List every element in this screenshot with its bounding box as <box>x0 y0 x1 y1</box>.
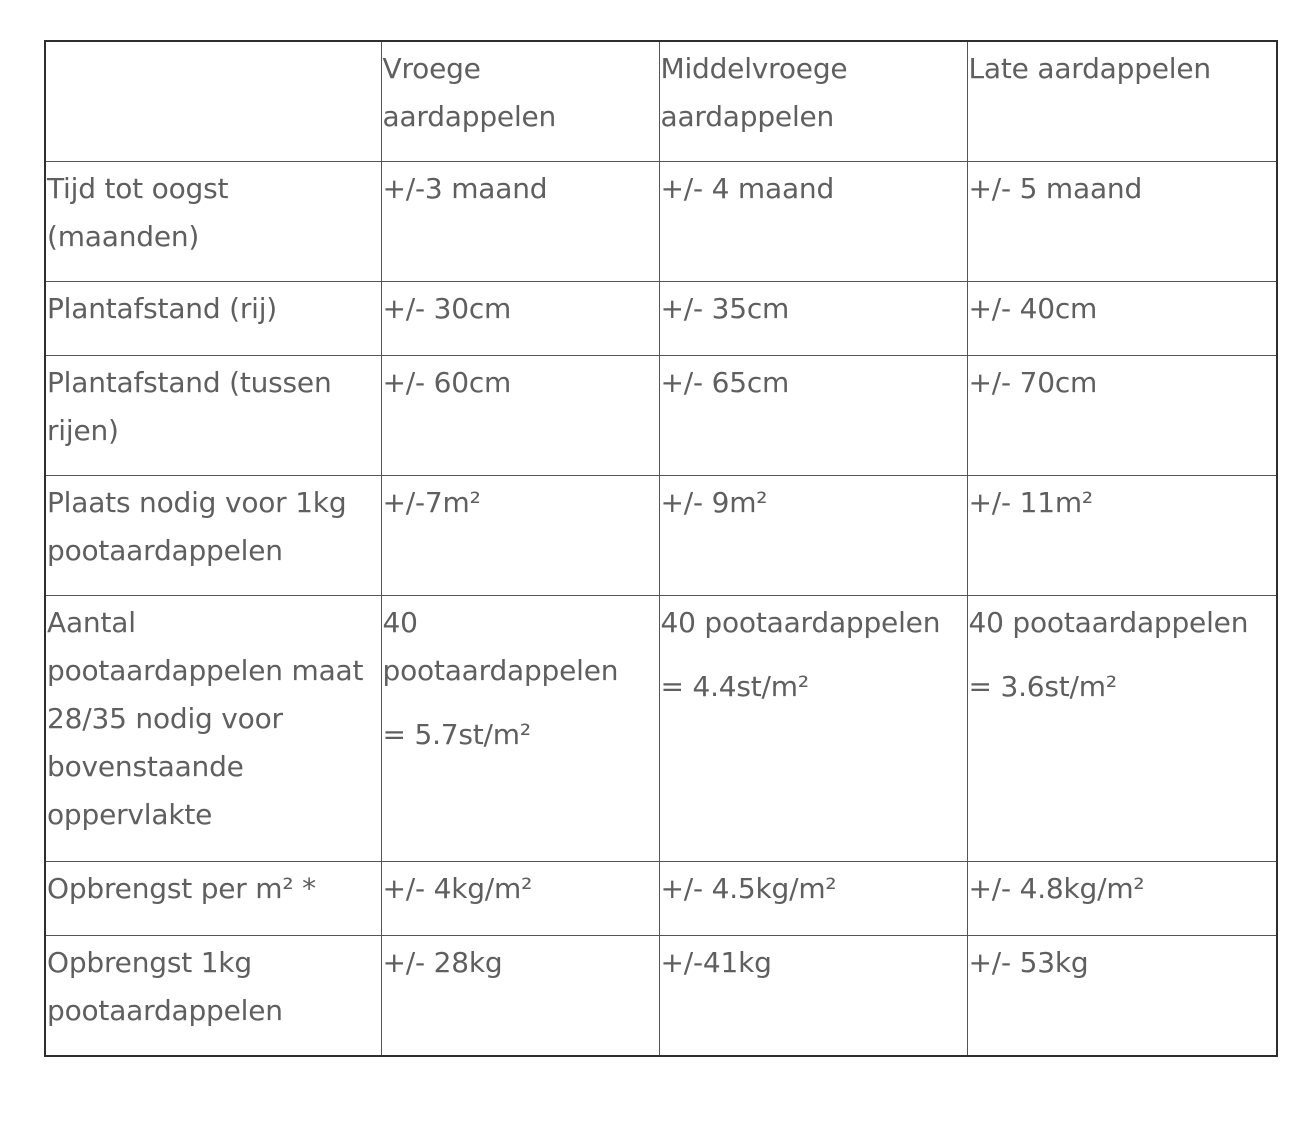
cell-value: 40 pootaardappelen <box>968 606 1249 639</box>
cell-early <box>381 282 659 356</box>
label-text: pootaardappelen maat <box>47 654 364 687</box>
label-text: bovenstaande <box>47 750 244 783</box>
label-text: oppervlakte <box>47 798 213 831</box>
header-text: Middelvroege <box>660 52 848 85</box>
label-text: Plantafstand (rij) <box>47 292 278 325</box>
table-row <box>45 596 1277 862</box>
label-text: Aantal <box>47 606 136 639</box>
table-row <box>45 936 1277 1057</box>
header-mid <box>659 41 967 162</box>
header-late <box>967 41 1277 162</box>
table-row <box>45 476 1277 596</box>
header-early <box>381 41 659 162</box>
label-text: Plantafstand (tussen <box>47 366 332 399</box>
cell-mid <box>659 282 967 356</box>
cell-early <box>381 162 659 282</box>
cell-value: +/- 40cm <box>968 292 1098 325</box>
label-text: pootaardappelen <box>47 534 283 567</box>
cell-late <box>967 596 1277 862</box>
cell-value: +/- 65cm <box>660 366 790 399</box>
label-text: pootaardappelen <box>47 994 283 1027</box>
cell-mid <box>659 162 967 282</box>
header-text: Vroege <box>382 52 481 85</box>
cell-value: +/-7m² <box>382 486 481 519</box>
potato-comparison-table <box>44 40 1278 1057</box>
header-text: Late aardappelen <box>968 52 1211 85</box>
cell-mid <box>659 476 967 596</box>
cell-early <box>381 356 659 476</box>
label-text: Plaats nodig voor 1kg <box>47 486 347 519</box>
cell-value: +/- 53kg <box>968 946 1089 979</box>
cell-value: +/- 9m² <box>660 486 768 519</box>
cell-value: 40 pootaardappelen <box>660 606 941 639</box>
cell-value: +/- 4.8kg/m² <box>968 872 1145 905</box>
row-label <box>45 282 381 356</box>
paragraph-gap <box>969 647 1277 663</box>
row-label <box>45 596 381 862</box>
table-header-row <box>45 41 1277 162</box>
row-label <box>45 936 381 1057</box>
label-text: (maanden) <box>47 220 200 253</box>
row-label <box>45 476 381 596</box>
cell-mid <box>659 356 967 476</box>
table-row <box>45 162 1277 282</box>
paragraph-gap <box>383 695 659 711</box>
cell-mid <box>659 936 967 1057</box>
cell-value: +/- 60cm <box>382 366 512 399</box>
cell-value: +/- 4.5kg/m² <box>660 872 837 905</box>
header-empty-cell <box>45 41 381 162</box>
label-text: Opbrengst 1kg <box>47 946 252 979</box>
cell-late <box>967 282 1277 356</box>
label-text: rijen) <box>47 414 119 447</box>
cell-late <box>967 356 1277 476</box>
cell-mid <box>659 862 967 936</box>
row-label <box>45 356 381 476</box>
cell-value: +/- 30cm <box>382 292 512 325</box>
row-label <box>45 862 381 936</box>
label-text: 28/35 nodig voor <box>47 702 283 735</box>
cell-value: +/- 11m² <box>968 486 1093 519</box>
table-row <box>45 282 1277 356</box>
cell-late <box>967 862 1277 936</box>
cell-early <box>381 596 659 862</box>
label-text: Tijd tot oogst <box>47 172 229 205</box>
cell-value: pootaardappelen <box>382 654 619 687</box>
cell-value: = 5.7st/m² <box>382 718 531 751</box>
table-row <box>45 356 1277 476</box>
cell-value: +/-3 maand <box>382 172 548 205</box>
cell-value: = 4.4st/m² <box>660 670 809 703</box>
cell-value: +/- 4kg/m² <box>382 872 533 905</box>
cell-value: +/- 70cm <box>968 366 1098 399</box>
cell-value: +/- 5 maand <box>968 172 1143 205</box>
cell-value: = 3.6st/m² <box>968 670 1117 703</box>
cell-late <box>967 162 1277 282</box>
paragraph-gap <box>661 647 967 663</box>
cell-value: +/-41kg <box>660 946 772 979</box>
cell-value: +/- 35cm <box>660 292 790 325</box>
header-text: aardappelen <box>382 100 557 133</box>
cell-early <box>381 862 659 936</box>
cell-early <box>381 476 659 596</box>
cell-early <box>381 936 659 1057</box>
header-text: aardappelen <box>660 100 835 133</box>
cell-value: 40 <box>382 606 418 639</box>
cell-value: +/- 28kg <box>382 946 503 979</box>
label-text: Opbrengst per m² * <box>47 872 316 905</box>
cell-late <box>967 936 1277 1057</box>
table-row <box>45 862 1277 936</box>
cell-mid <box>659 596 967 862</box>
cell-late <box>967 476 1277 596</box>
cell-value: +/- 4 maand <box>660 172 835 205</box>
row-label <box>45 162 381 282</box>
